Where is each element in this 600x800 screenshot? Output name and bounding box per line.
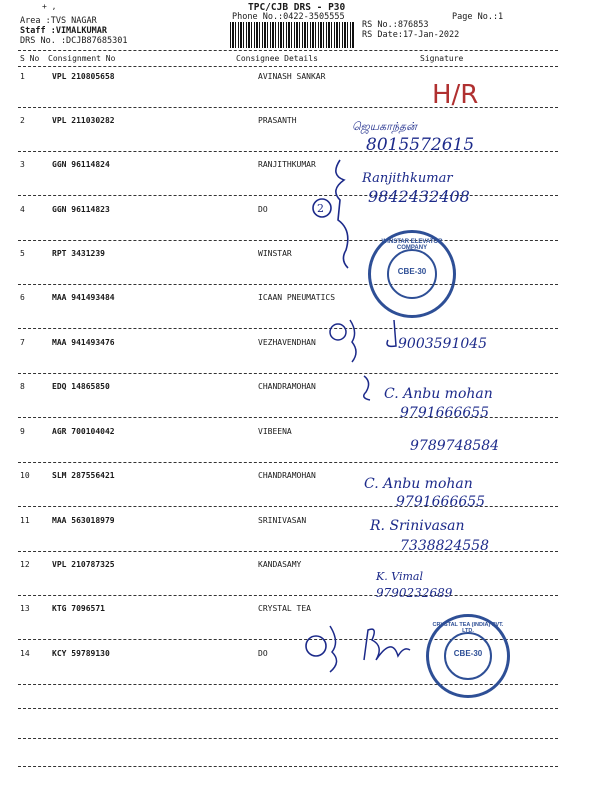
header-rule — [18, 66, 558, 67]
signature-row7-phone: 9003591045 — [398, 336, 488, 352]
row-sno: 10 — [20, 471, 30, 480]
row-consignee: CHANDRAMOHAN — [258, 471, 316, 480]
row-divider — [18, 373, 558, 374]
row-sno: 6 — [20, 293, 25, 302]
row-sno: 14 — [20, 649, 30, 658]
row-consignment: KTG 7096571 — [52, 604, 105, 613]
row-consignment: MAA 941493484 — [52, 293, 115, 302]
row-sno: 11 — [20, 516, 30, 525]
row-consignment: EDQ 14865850 — [52, 382, 110, 391]
row-consignee: PRASANTH — [258, 116, 297, 125]
row-divider — [18, 328, 558, 329]
signature-scribble — [300, 150, 380, 270]
sheet-title: TPC/CJB DRS - P30 — [248, 2, 346, 13]
svg-text:2: 2 — [317, 202, 324, 215]
row-divider — [18, 151, 558, 152]
row-consignee: CRYSTAL TEA — [258, 604, 311, 613]
row-consignee: DO — [258, 649, 268, 658]
phone-number: Phone No.:0422-3505555 — [232, 12, 345, 22]
rs-number: RS No.:876853 — [362, 20, 429, 30]
row-divider — [18, 195, 558, 196]
crystal-tea-stamp: CRYSTAL TEA (INDIA) PVT. LTD. CBE-30 — [426, 614, 510, 698]
signature-row10-phone: 9791666655 — [396, 494, 486, 510]
row-consignment: VPL 211030282 — [52, 116, 115, 125]
row-divider — [18, 240, 558, 241]
signature-row2-name: ஜெயகாந்தன் — [352, 120, 417, 133]
signature-scribble — [324, 312, 400, 402]
row-consignee: KANDASAMY — [258, 560, 302, 569]
drs-number: DRS No. :DCJB87685301 — [20, 36, 128, 46]
blank-rule — [18, 708, 558, 709]
signature-row12-phone: 9790232689 — [376, 586, 453, 600]
signature-row8-phone: 9791666655 — [400, 405, 490, 421]
signature-row11-name: R. Srinivasan — [370, 518, 465, 534]
corner-mark: + , — [42, 2, 57, 11]
signature-row9-phone: 9789748584 — [410, 438, 500, 454]
page-number: Page No.:1 — [452, 12, 504, 22]
header-rule — [18, 50, 558, 51]
row-sno: 2 — [20, 116, 25, 125]
row-consignment: VPL 210805658 — [52, 72, 115, 81]
row-consignment: MAA 941493476 — [52, 338, 115, 347]
row-consignment: AGR 700104042 — [52, 427, 115, 436]
blank-rule — [18, 738, 558, 739]
row-consignment: GGN 96114823 — [52, 205, 110, 214]
winstar-elevator-stamp: WINSTAR ELEVATOR COMPANY CBE-30 — [368, 230, 456, 318]
row-divider — [18, 284, 558, 285]
signature-row3-phone: 9842432408 — [368, 187, 470, 206]
col-sno: S No — [20, 54, 40, 63]
row-sno: 4 — [20, 205, 25, 214]
row-consignee: AVINASH SANKAR — [258, 72, 326, 81]
row-consignee: VEZHAVENDHAN — [258, 338, 316, 347]
staff-label: Staff :VIMALKUMAR — [20, 26, 107, 36]
signature-row12-name: K. Vimal — [376, 570, 423, 583]
row-consignee: CHANDRAMOHAN — [258, 382, 316, 391]
row-consignee: ICAAN PNEUMATICS — [258, 293, 336, 302]
col-consignment: Consignment No — [48, 54, 116, 63]
row-divider — [18, 595, 558, 596]
row-sno: 5 — [20, 249, 25, 258]
signature-row3-name: Ranjithkumar — [362, 171, 453, 186]
signature-row8-name: C. Anbu mohan — [384, 386, 493, 402]
row-consignment: VPL 210787325 — [52, 560, 115, 569]
row-consignee: VIBEENA — [258, 427, 292, 436]
row-consignee: DO — [258, 205, 268, 214]
row-consignment: GGN 96114824 — [52, 160, 110, 169]
signature-row2-phone: 8015572615 — [366, 135, 475, 155]
rs-date: RS Date:17-Jan-2022 — [362, 30, 460, 40]
row-consignment: SLM 287556421 — [52, 471, 115, 480]
row-sno: 8 — [20, 382, 25, 391]
row-sno: 13 — [20, 604, 30, 613]
col-signature: Signature — [420, 54, 464, 63]
row-sno: 1 — [20, 72, 25, 81]
row-consignee: RANJITHKUMAR — [258, 160, 316, 169]
row-consignment: MAA 563018979 — [52, 516, 115, 525]
row-consignee: SRINIVASAN — [258, 516, 307, 525]
row-consignee: WINSTAR — [258, 249, 292, 258]
row-consignment: KCY 59789130 — [52, 649, 110, 658]
barcode — [230, 22, 354, 48]
col-consignee: Consignee Details — [236, 54, 318, 63]
row-consignment: RPT 3431239 — [52, 249, 105, 258]
row-sno: 9 — [20, 427, 25, 436]
row-sno: 3 — [20, 160, 25, 169]
signature-row10-name: C. Anbu mohan — [364, 476, 473, 492]
blank-rule — [18, 766, 558, 767]
signature-row11-phone: 7338824558 — [400, 538, 490, 554]
signature-scribble — [300, 616, 420, 676]
row-sno: 12 — [20, 560, 30, 569]
row-sno: 7 — [20, 338, 25, 347]
row-divider — [18, 462, 558, 463]
area-label: Area :TVS NAGAR — [20, 16, 97, 26]
signature-row1: H/R — [432, 80, 479, 110]
